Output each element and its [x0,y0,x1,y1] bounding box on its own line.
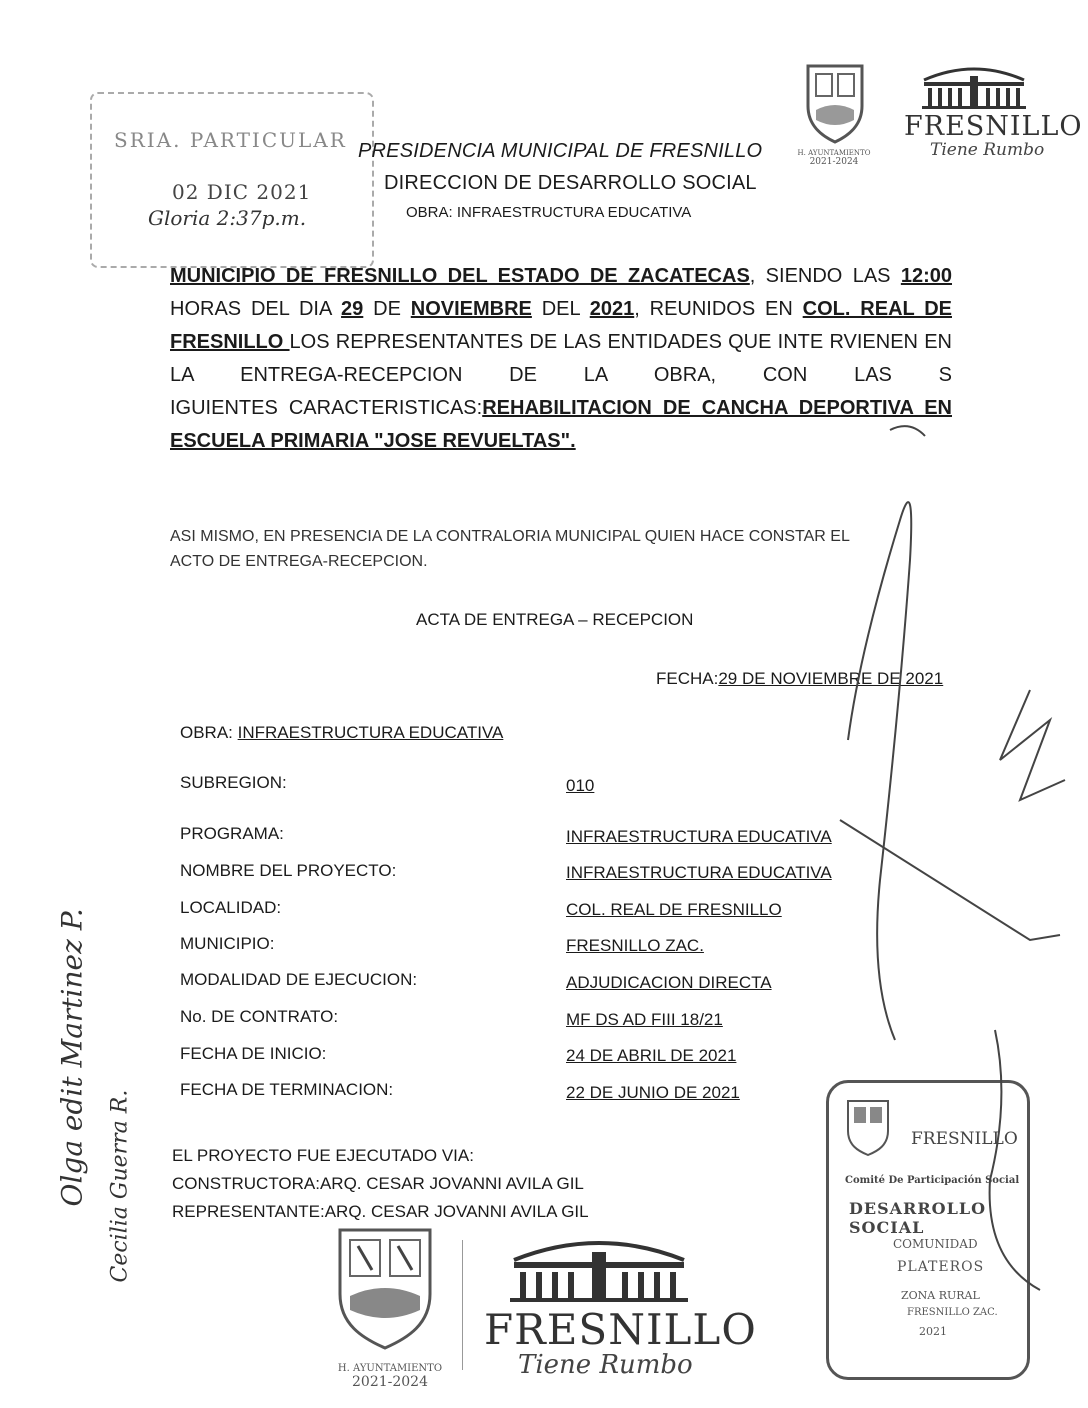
committee-stamp-line4: PLATEROS [897,1259,985,1275]
header-obra: OBRA: INFRAESTRUCTURA EDUCATIVA [406,204,692,221]
ayuntamiento-bottom: H. AYUNTAMIENTO [337,1363,443,1374]
years-bottom: 2021-2024 [352,1374,428,1390]
fecha-value: 29 DE NOVIEMBRE DE 2021 [718,669,944,688]
intro-line-6: ESCUELA PRIMARIA "JOSE REVUELTAS". [170,430,576,452]
contraloria-line-2: ACTO DE ENTREGA-RECEPCION. [170,553,428,570]
signature-stroke [1000,690,1065,800]
detail-value: COL. REAL DE FRESNILLO [566,900,782,919]
detail-label: FECHA DE INICIO: [180,1044,327,1063]
detail-value: INFRAESTRUCTURA EDUCATIVA [566,827,832,846]
received-stamp-line1: SRIA. PARTICULAR [114,128,347,152]
signature-stroke [840,820,1060,940]
intro-line-4: LA ENTREGA-RECEPCION DE LA OBRA, CON LAS S [170,364,952,386]
signature-stroke [990,1030,1040,1290]
contraloria-line-1: ASI MISMO, EN PRESENCIA DE LA CONTRALORIA MUNICIPAL QUIEN HACE CONSTAR EL [170,528,850,545]
detail-label: MUNICIPIO: [180,934,275,953]
execution-line-1: EL PROYECTO FUE EJECUTADO VIA: [172,1146,474,1165]
detail-label: MODALIDAD DE EJECUCION: [180,970,418,989]
detail-label: FECHA DE TERMINACION: [180,1080,394,1099]
fresnillo-name-top: FRESNILLO [904,111,1083,142]
detail-value: 24 DE ABRIL DE 2021 [566,1046,737,1065]
signature-stroke [890,426,925,436]
fecha-label: FECHA: [656,669,719,688]
detail-value: ADJUDICACION DIRECTA [566,973,772,992]
committee-stamp-line7: 2021 [919,1325,947,1338]
committee-stamp-name: FRESNILLO [911,1129,1018,1149]
fresnillo-name-bottom: FRESNILLO [484,1305,757,1354]
received-stamp-handwritten: Gloria 2:37p.m. [148,206,307,230]
detail-label: SUBREGION: [180,773,287,792]
intro-line-1: MUNICIPIO DE FRESNILLO DEL ESTADO DE ZACATECAS, SIENDO LAS 12:00 [170,265,952,287]
detail-value: FRESNILLO ZAC. [566,936,704,955]
received-stamp-date: 02 DIC 2021 [172,180,312,204]
committee-stamp-line6: FRESNILLO ZAC. [907,1307,998,1318]
committee-stamp-line3: COMUNIDAD [893,1237,978,1251]
acta-title: ACTA DE ENTREGA – RECEPCION [416,610,694,629]
detail-label: No. DE CONTRATO: [180,1007,339,1026]
fresnillo-tagline-bottom: Tiene Rumbo [518,1350,693,1380]
obra-label: OBRA: [180,723,238,742]
header-title: PRESIDENCIA MUNICIPAL DE FRESNILLO [358,140,763,162]
execution-line-2: CONSTRUCTORA:ARQ. CESAR JOVANNI AVILA GIL [172,1174,584,1193]
committee-stamp-line5: ZONA RURAL [901,1289,980,1302]
committee-stamp-line2: DESARROLLO SOCIAL [849,1199,987,1237]
signature-stroke [848,502,911,1040]
header-subtitle: DIRECCION DE DESARROLLO SOCIAL [384,172,757,194]
handwritten-name-2: Cecilia Guerra R. [107,1089,133,1283]
fresnillo-tagline-top: Tiene Rumbo [930,140,1045,160]
detail-label: PROGRAMA: [180,824,284,843]
years-top: 2021-2024 [809,157,859,167]
detail-label: LOCALIDAD: [180,898,282,917]
detail-value: MF DS AD FIII 18/21 [566,1010,723,1029]
detail-value: 22 DE JUNIO DE 2021 [566,1083,740,1102]
ayuntamiento-top: H. AYUNTAMIENTO [797,149,871,157]
intro-line-2: HORAS DEL DIA 29 DE NOVIEMBRE DEL 2021, REUNIDOS EN COL. REAL DE [170,298,952,320]
committee-stamp-line1: Comité De Participación Social [845,1175,1020,1186]
handwritten-name-1: Olga edit Martinez P. [55,908,89,1207]
intro-line-5: IGUIENTES CARACTERISTICAS:REHABILITACION DE CANCHA DEPORTIVA EN [170,397,952,419]
intro-line-3: FRESNILLO LOS REPRESENTANTES DE LAS ENTIDADES QUE INTE RVIENEN EN [170,331,952,353]
obra-value: INFRAESTRUCTURA EDUCATIVA [237,723,504,742]
detail-value: 010 [566,776,595,795]
detail-label: NOMBRE DEL PROYECTO: [180,861,397,880]
detail-value: INFRAESTRUCTURA EDUCATIVA [566,863,832,882]
execution-line-3: REPRESENTANTE:ARQ. CESAR JOVANNI AVILA GIL [172,1202,589,1221]
